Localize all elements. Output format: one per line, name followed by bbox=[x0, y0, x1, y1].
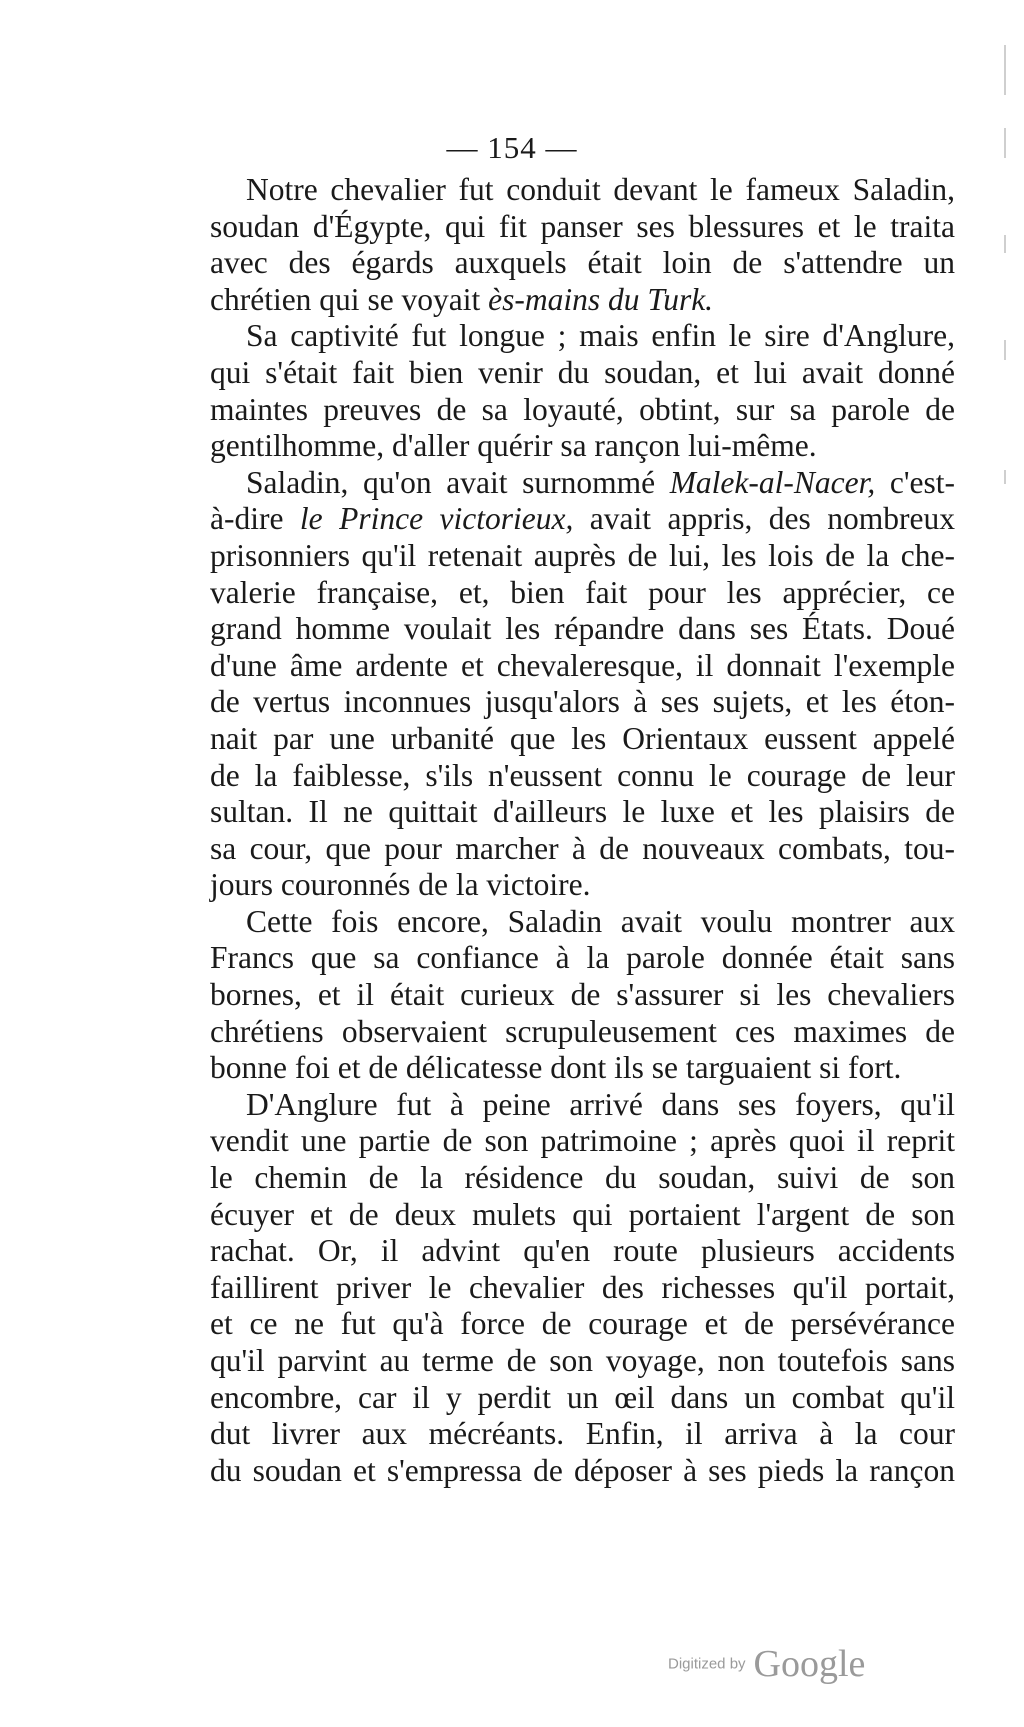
digitization-watermark bbox=[668, 1642, 865, 1686]
text-line: bonne foi et de délicatesse dont ils se targuaient si fort. bbox=[210, 1050, 902, 1086]
text-line: sa cour, que pour marcher à de nouveaux combats, tou- bbox=[210, 830, 955, 866]
text-run: à-dire bbox=[210, 501, 300, 537]
text-line: chrétiens observaient scrupuleusement ces maximes de bbox=[210, 1013, 955, 1049]
text-line bbox=[210, 282, 955, 319]
text-line: de vertus inconnues jusqu'alors à ses sujets, et les éton- bbox=[210, 684, 955, 720]
body-text bbox=[210, 172, 955, 1489]
text-run: chrétien qui se voyait bbox=[210, 281, 489, 317]
paragraph bbox=[210, 904, 955, 1087]
google-logo-text: Google bbox=[753, 1643, 866, 1685]
text-line: du soudan et s'empressa de déposer à ses pieds la rançon bbox=[210, 1452, 955, 1488]
paragraph bbox=[210, 465, 955, 904]
page-edge-mark bbox=[1004, 128, 1006, 158]
text-run: avait appris, des nombreux bbox=[573, 501, 955, 537]
italic-text-run: le Prince victorieux, bbox=[299, 501, 574, 537]
text-line: qui s'était fait bien venir du soudan, et lui avait donné bbox=[210, 354, 955, 390]
text-run: Saladin, qu'on avait surnommé bbox=[246, 464, 670, 500]
text-line: rachat. Or, il advint qu'en route plusieurs accidents bbox=[210, 1233, 955, 1269]
page-number: — 154 — bbox=[446, 130, 578, 165]
paragraph bbox=[210, 172, 955, 318]
text-line bbox=[210, 501, 955, 538]
text-run: c'est- bbox=[875, 464, 956, 500]
text-line: maintes preuves de sa loyauté, obtint, sur sa parole de bbox=[210, 391, 955, 427]
text-line: sultan. Il ne quittait d'ailleurs le luxe et les plaisirs de bbox=[210, 794, 955, 830]
text-line: Cette fois encore, Saladin avait voulu montrer aux bbox=[246, 903, 955, 939]
text-line: encombre, car il y perdit un œil dans un combat qu'il bbox=[210, 1379, 955, 1415]
text-line: Notre chevalier fut conduit devant le fameux Saladin, bbox=[246, 172, 955, 207]
text-line: nait par une urbanité que les Orientaux eussent appelé bbox=[210, 720, 955, 756]
text-line: de la faiblesse, s'ils n'eussent connu le courage de leur bbox=[210, 757, 955, 793]
italic-text-run: ès-mains du Turk. bbox=[488, 281, 714, 317]
text-line: vendit une partie de son patrimoine ; après quoi il reprit bbox=[210, 1123, 955, 1159]
page-edge-mark bbox=[1004, 340, 1006, 360]
text-line: prisonniers qu'il retenait auprès de lui, les lois de la che- bbox=[210, 537, 955, 573]
digitized-by-label: Digitized by bbox=[668, 1655, 746, 1673]
text-line: soudan d'Égypte, qui fit panser ses blessures et le traita bbox=[210, 208, 955, 244]
italic-text-run: Malek-al-Nacer, bbox=[669, 464, 876, 500]
text-line: Sa captivité fut longue ; mais enfin le sire d'Anglure, bbox=[246, 318, 955, 354]
text-line: bornes, et il était curieux de s'assurer si les chevaliers bbox=[210, 977, 955, 1013]
paragraph bbox=[210, 318, 955, 464]
page-edge-mark bbox=[1004, 470, 1006, 484]
text-line: le chemin de la résidence du soudan, suivi de son bbox=[210, 1160, 955, 1196]
text-line: gentilhomme, d'aller quérir sa rançon lui-même. bbox=[210, 428, 817, 464]
paragraph bbox=[210, 1087, 955, 1490]
text-line: D'Anglure fut à peine arrivé dans ses foyers, qu'il bbox=[246, 1086, 955, 1122]
text-line bbox=[210, 465, 955, 502]
text-line: d'une âme ardente et chevaleresque, il donnait l'exemple bbox=[210, 647, 955, 683]
text-line: et ce ne fut qu'à force de courage et de persévérance bbox=[210, 1306, 955, 1342]
text-line: Francs que sa confiance à la parole donnée était sans bbox=[210, 940, 955, 976]
text-line: grand homme voulait les répandre dans ses États. Doué bbox=[210, 611, 955, 647]
text-line: dut livrer aux mécréants. Enfin, il arriva à la cour bbox=[210, 1416, 955, 1452]
page-edge-mark bbox=[1004, 235, 1006, 253]
text-line: avec des égards auxquels était loin de s'attendre un bbox=[210, 245, 955, 281]
text-line: jours couronnés de la victoire. bbox=[210, 867, 591, 903]
text-line: faillirent priver le chevalier des richesses qu'il portait, bbox=[210, 1269, 955, 1305]
text-line: écuyer et de deux mulets qui portaient l'argent de son bbox=[210, 1196, 955, 1232]
text-line: valerie française, et, bien fait pour les apprécier, ce bbox=[210, 574, 955, 610]
page-edge-mark bbox=[1004, 45, 1006, 95]
text-line: qu'il parvint au terme de son voyage, non toutefois sans bbox=[210, 1343, 955, 1378]
